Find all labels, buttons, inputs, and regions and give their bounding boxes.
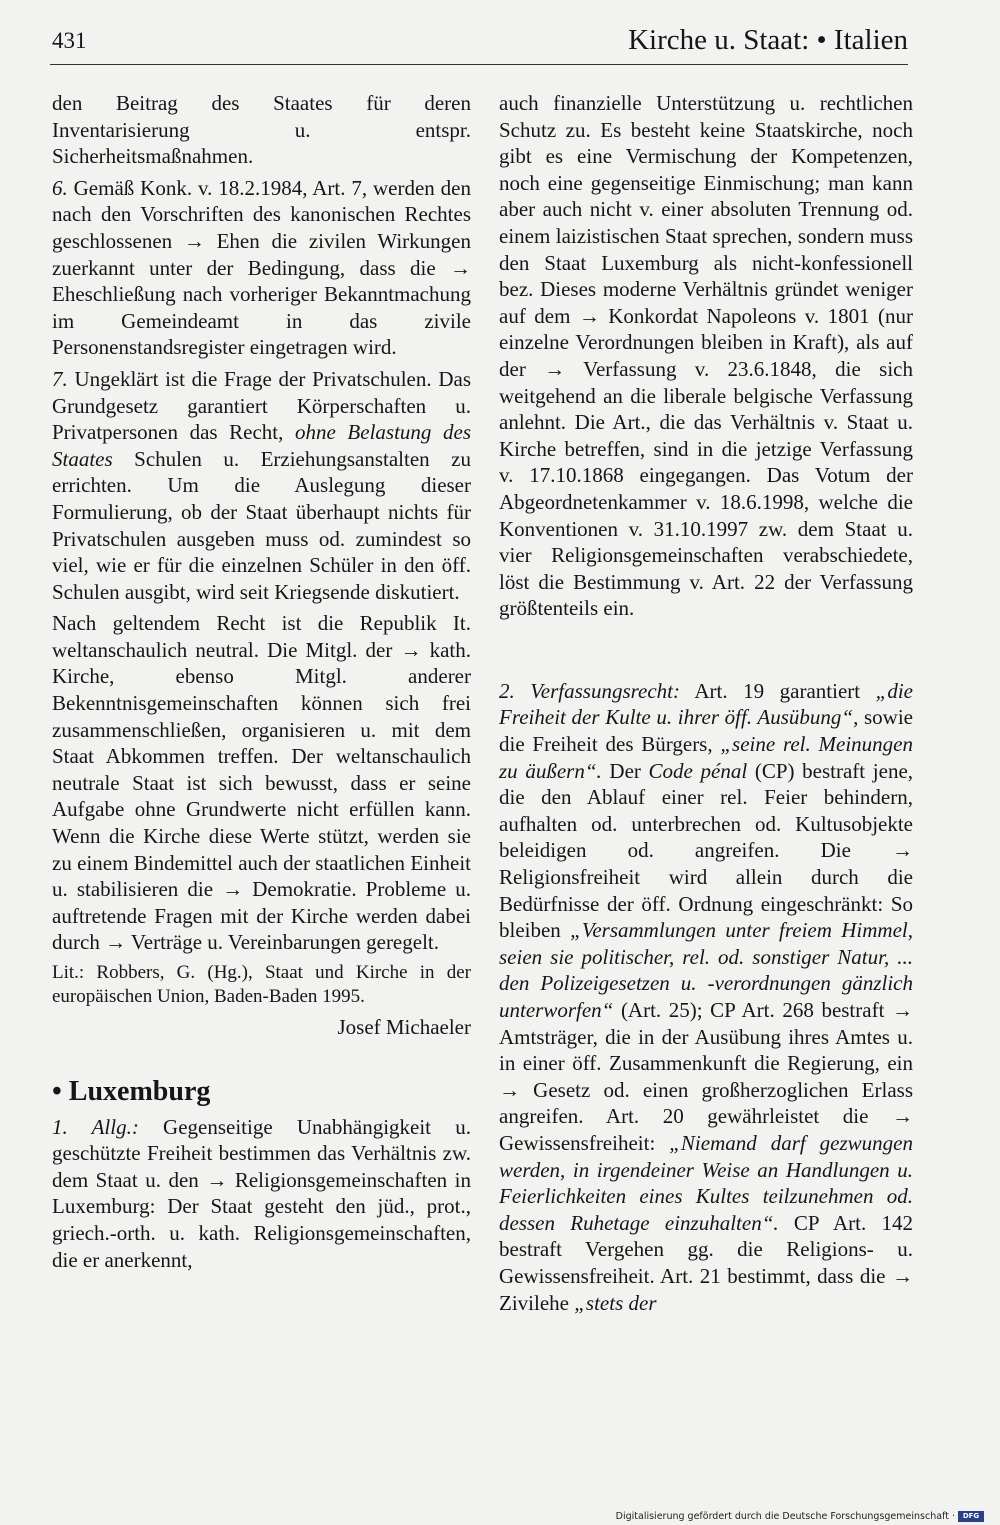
quotation: „die Freiheit der Kulte u. ihrer öff. Ausübung“, <box>499 678 914 730</box>
paragraph: den Beitrag des Staates für deren Inventarisierung u. entspr. Sicherheitsmaßnahmen. <box>52 91 471 169</box>
emphasis: ohne Belastung des Staates <box>52 420 471 471</box>
running-head: Kirche u. Staat: • Italien <box>628 24 908 56</box>
paragraph <box>52 366 471 605</box>
paragraph-text: Gegenseitige Unabhängigkeit u. geschützte Freiheit bestimmen das Verhältnis zw. dem Staat u. den → Religionsgemeinschaften in Luxemburg: Der Staat gesteht den jüd., prot., griech.-orth. u. kath. Religionsgemeinschaften, die er anerkennt, <box>52 1114 471 1272</box>
paragraph-text: Gemäß Konk. v. 18.2.1984, Art. 7, werden den nach den Vorschriften des kanonischen Rechtes geschlossenen → Ehen die zivilen Wirkungen zuerkannt unter der Bedingung, dass die → Eheschließung nach vorheriger Bekanntmachung im Gemeindeamt in das zivile Personenstandsregister eingetragen wird. <box>52 175 471 360</box>
paragraph-text: Der <box>609 758 641 783</box>
quotation: „Niemand darf gezwungen werden, in irgendeiner Weise an Handlungen u. Feierlichkeiten eines Kultes teilzunehmen od. dessen Ruhetage einzuhalten“. <box>499 1130 913 1235</box>
right-column <box>499 90 913 1316</box>
author-signature: Josef Michaeler <box>337 1015 471 1039</box>
quotation: „Versammlungen unter freiem Himmel, seien sie politischer, rel. od. sonstiger Natur, ... den Polizeigesetzen u. -verordnungen gänzlich unterworfen“ <box>499 918 914 1022</box>
literature-reference: Lit.: Robbers, G. (Hg.), Staat und Kirche in der europäischen Union, Baden-Baden 1995. <box>52 962 471 1007</box>
paragraph: Nach geltendem Recht ist die Republik It. weltanschaulich neutral. Die Mitgl. der → kath. Kirche, ebenso Mitgl. anderer Bekenntnisgemeinschaften können sich frei zusammenschließen, organisieren u. mit dem Staat Abkommen treffen. Der weltanschaulich neutrale Staat ist sich bewusst, dass er seine Aufgabe ohne Grundwerte nicht erfüllen kann. Wenn die Kirche diese Werte stützt, werden sie zu einem Bindemittel auch der staatlichen Einheit u. stabilisieren die → Demokratie. Probleme u. auftretende Fragen mit der Kirche werden dabei durch → Verträge u. Vereinbarungen geregelt. <box>52 611 471 955</box>
quotation: „seine rel. Meinungen zu äußern“. <box>499 732 913 783</box>
page-header <box>50 20 908 65</box>
paragraph: auch finanzielle Unterstützung u. rechtlichen Schutz zu. Es besteht keine Staatskirche, noch gibt es eine Vermischung der Kompetenzen, noch eine gegenseitige Einmischung; man kann aber auch nicht v. einer absoluten Trennung od. einem laizistischen Staat sprechen, sondern muss den Staat Luxemburg als nicht-konfessionell bez. Dieses moderne Verhältnis gründet weniger auf dem → Konkordat Napoleons v. 1801 (nur einzelne Verordnungen bleiben in Kraft), als auf der → Verfassung v. 23.6.1848, die sich weitgehend an die liberale belgische Verfassung anlehnt. Die Art., die das Verhältnis v. Staat u. Kirche betreffen, sind in die jetzige Verfassung v. 17.10.1868 eingegangen. Das Votum der Abgeordnetenkammer v. 18.6.1998, welche die Konventionen v. 31.10.1997 zw. dem Staat u. vier Religionsgemeinschaften verabschiedete, löst die Bestimmung v. Art. 22 der Verfassung größtenteils ein. <box>499 91 913 621</box>
paragraph-text: (CP) bestraft jene, die den Ablauf einer rel. Feier behindern, aufhalten od. unterbrechen od. Kultusobjekte beleidigen od. angreifen. Die → Religionsfreiheit wird allein durch die Bedürfnisse der öff. Ordnung eingeschränkt: So bleiben <box>499 758 914 943</box>
left-column <box>52 90 471 1273</box>
paragraph-text: sowie die Freiheit des Bürgers, <box>499 705 913 757</box>
emphasis: Code pénal <box>648 758 748 783</box>
paragraph <box>499 678 913 1316</box>
paragraph-text: Art. 19 garantiert <box>694 678 861 703</box>
paragraph-number: 1. Allg.: <box>52 1114 139 1139</box>
paragraph-number: 2. Verfassungsrecht: <box>499 678 680 703</box>
paragraph-text: Schulen u. Erziehungsanstalten zu errichten. Um die Auslegung dieser Formulierung, ob der Staat überhaupt nichts für Privatschulen ausgeben muss od. zumindest so viel, wie er für die einzelnen Schüler in den öff. Schulen ausgibt, wird seit Kriegsende diskutiert. <box>52 446 471 604</box>
paragraph-number: 7. <box>52 366 68 391</box>
dfg-logo: DFG <box>958 1511 984 1522</box>
paragraph-number: 6. <box>52 175 68 200</box>
paragraph <box>52 175 471 361</box>
footer-text: Digitalisierung gefördert durch die Deutsche Forschungsgemeinschaft · <box>615 1511 955 1522</box>
paragraph <box>52 1114 471 1274</box>
paragraph-text: (Art. 25); CP Art. 268 bestraft → Amtsträger, die in der Ausübung ihres Amtes u. in einer öff. Zusammenkunft die Regierung, ein → Gesetz od. einen großherzoglichen Erlass angreifen. Art. 20 gewährleistet die → Gewissensfreiheit: <box>499 998 913 1155</box>
digitization-footer <box>616 1511 984 1522</box>
section-heading: • Luxemburg <box>52 1075 211 1107</box>
quotation: „stets der <box>574 1290 657 1315</box>
paragraph-text: Ungeklärt ist die Frage der Privatschulen. Das Grundgesetz garantiert Körperschaften u. Privatpersonen das Recht, <box>52 366 471 445</box>
page-number: 431 <box>52 28 87 53</box>
paragraph-text: CP Art. 142 bestraft Vergehen gg. die Religions- u. Gewissensfreiheit. Art. 21 bestimmt, dass die → Zivilehe <box>499 1210 913 1315</box>
